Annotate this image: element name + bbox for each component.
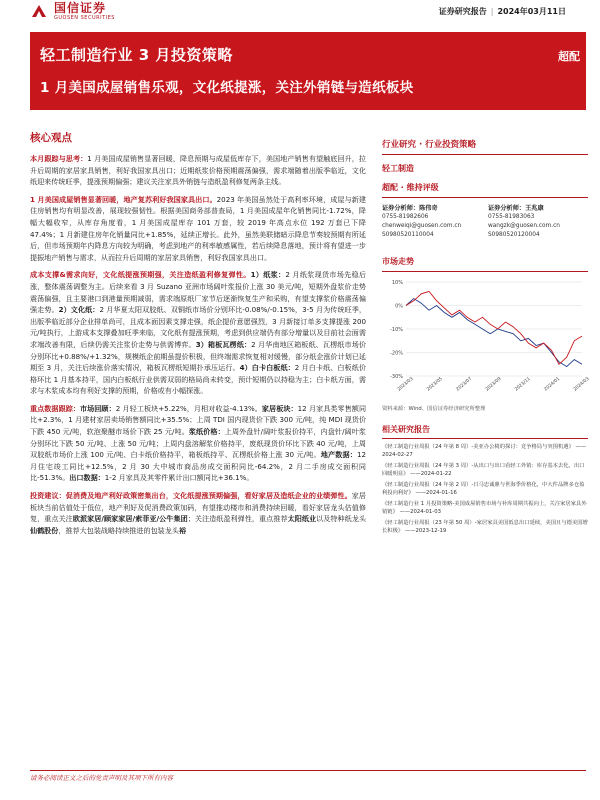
advice-company-xianhe: 仙鹤股份 xyxy=(30,525,59,535)
advice-text-3: 以及特种纸龙头 xyxy=(316,514,367,524)
paragraph-lead: 1 月美国成屋销售显著回暖，地产复苏利好我国家具出口。 xyxy=(30,194,217,204)
y-tick-label: -30% xyxy=(390,374,403,380)
home-sector-text: 12 月家具类零售额同比+2.3%，1 月建材家居卖场销售额同比+35.5%；上周 TDI 国内现货价下跌 300 元/吨，纯 MDI 现货价下跌 450 元/吨，软泡聚醚市场价下跌 25 元/吨。 xyxy=(30,403,367,437)
boxboard-label: 3）箱板瓦楞纸： xyxy=(195,339,252,349)
top-bar xyxy=(0,0,600,26)
related-report-link[interactable]: 《轻工制造行业周报（24 年第 3 周）-从出口与出口看轻工外销：库存基本去化，出口回暖明显》 ——2024-01-22 xyxy=(382,463,585,477)
paragraph-lead: 投资建议：促消费及地产利好政策密集出台，文化纸提涨预期偏强，看好家居及造纸企业的业绩弹性。 xyxy=(30,491,352,501)
analyst-card xyxy=(488,204,588,240)
pulp-price-text: 上周外盘针/阔叶浆报价持平，内盘针/阔叶浆分别环比下跌 50 元/吨、上涨 50 元/吨；上周内盘溶解浆价格持平，废纸现货价环比下跌 40 元/吨，上周双胶纸市场价上涨 100 元/吨、白卡纸价格持平，箱板纸持平、瓦楞纸价格上涨 30 元/吨。 xyxy=(30,427,366,460)
advice-text-2: ；关注造纸盈利弹性，重点推荐 xyxy=(187,514,288,524)
industry-name: 轻工制造 xyxy=(382,164,414,173)
boxboard-text: 2 月华南地区箱板纸、瓦楞纸市场价分别环比+0.88%/+1.32%，规模纸企前期虽提价积极，但终端需求恢复相对缓慢，部分纸企涨价计划已延期至 3 月，关注后续涨价落实情况，箱板瓦楞纸短期扑承压运行。 xyxy=(30,339,367,373)
paragraph-lead: 本月跟踪与思考： xyxy=(30,154,88,163)
paragraph-lead: 成本支撑&需求向好，文化纸提涨预期强，关注造纸盈利修复弹性。 xyxy=(30,270,251,280)
paragraph-us-housing xyxy=(30,194,366,264)
analyst-license: S0980520110004 xyxy=(382,232,434,238)
property-data-text: 12 月住宅竣工同比+12.5%，2 月 30 大中城市商品房成交面积同比-64.2%，2 月二手房成交面积同比-51.3%。 xyxy=(30,450,366,483)
analyst-role: 证券分析师： xyxy=(382,205,420,212)
industry-rating: 超配 · 维持评级 xyxy=(382,183,439,192)
paragraph-paper xyxy=(30,269,366,397)
analyst-email[interactable]: wangzk@guosen.com.cn xyxy=(488,223,560,229)
logo-icon xyxy=(30,3,48,21)
sidebar xyxy=(382,138,591,538)
main-content xyxy=(30,130,366,542)
paragraph-investment-advice xyxy=(30,490,366,536)
y-tick-label: -20% xyxy=(390,350,403,357)
paragraph-text: 2023 年美国虽然处于高利率环境，成屋与新建住房销售均有明显改善，展现较强韧性。根据美国商务部普查局，1 月美国成屋年化销售同比-1.72%，降幅大幅收窄，从库存角度看，1 月美国成屋库存 101 万套，较 2019 年高点水位 192 万套已下降 47.4%；1 月新建住房年化销量同比+1.85%，延续正增长。此外，虽然美联储暗示降息节奏较预期有所延后，但市场预期年内降息方向较为明确，考虑到地产的利率敏感属性，若后续降息落地，预计将有望进一步提振地产销售与需求，从而拉升后周期的家居家具销售，利好我国家具出口。 xyxy=(30,194,366,262)
analyst-phone: 0755-81983063 xyxy=(488,214,535,220)
x-tick-label: 2023/09 xyxy=(484,376,503,393)
culture-paper-label: 2）文化纸： xyxy=(58,305,100,315)
chart-source: 资料来源：Wind、国信证券经济研究所整理 xyxy=(382,406,486,412)
pulp-label: 1）纸浆： xyxy=(250,270,286,280)
pulp-price-label: 浆纸价格： xyxy=(188,427,225,437)
report-date: 2024年03月11日 xyxy=(497,7,566,16)
logo-name-cn: 国信证券 xyxy=(54,1,107,15)
related-report-link[interactable]: 《轻工制造行业周报（24 年第 2 周）-日马忠诚鼎与世海季价格化，中大件品牌多仓盈利投向利好》 ——2024-01-16 xyxy=(382,482,585,496)
analyst-name: 陈伟奇 xyxy=(419,205,438,212)
analyst-name: 王兆康 xyxy=(525,205,544,212)
whiteboard-text: 2 月白卡纸、白板纸价格环比 1 月基本持平，国内白板纸行业供需双弱的格局尚未转变，预计短期仍以持稳为主；白卡纸方面，需求与木浆成本均有利好支撑的预期，价格或有小幅探涨。 xyxy=(30,363,366,396)
divider xyxy=(382,197,588,198)
report-category: 行业研究 · 行业投资策略 xyxy=(382,140,477,150)
related-reports-title: 相关研究报告 xyxy=(382,425,430,434)
x-tick-label: 2024/03 xyxy=(572,376,591,393)
x-tick-label: 2023/05 xyxy=(426,376,444,393)
market-trend-chart xyxy=(382,276,591,398)
paragraph-lead: 重点数据跟踪： xyxy=(30,403,80,413)
x-tick-label: 2023/03 xyxy=(396,376,415,393)
pulp-text: 2 月纸浆现货市场先稳后涨，整体震荡调整为主。后续来看 3 月 Suzano 亚洲市场阔叶浆报价上涨 30 美元/吨，短期外盘浆价走势震荡偏强，且主要港口到港量预期减弱，需求端原纸厂家节后逐渐恢复生产和采购，有望支撑浆价格震荡偏强走势。 xyxy=(30,270,366,315)
home-sector-label: 家居板块： xyxy=(261,403,298,413)
whiteboard-label: 4）白卡白板纸： xyxy=(239,363,295,373)
analyst-list xyxy=(382,204,588,240)
x-tick-label: 2023/11 xyxy=(514,376,532,393)
analyst-license: S0980520120004 xyxy=(488,232,540,238)
report-subtitle: 1 月美国成屋销售乐观，文化纸提涨，关注外销链与造纸板块 xyxy=(40,80,414,96)
advice-company-yu: 裕 xyxy=(178,525,187,535)
footer-disclaimer: 请务必阅读正文之后的免责声明及其项下所有内容 xyxy=(30,774,173,782)
rating-badge: 超配 xyxy=(558,50,580,63)
report-title: 轻工制造行业 3 月投资策略 xyxy=(40,46,233,64)
advice-text: 家居板块当前估值处于低位，地产利好及促消费政策加码，有望推动楼市和消费持续回暖，看好家居龙头估值修复，重点关注 xyxy=(30,491,367,524)
market-review-label: 市场回顾： xyxy=(80,403,116,413)
property-data-label: 地产数据： xyxy=(320,450,357,460)
x-tick-label: 2023/07 xyxy=(455,376,474,393)
advice-companies-home: 欧派家居/顾家家居/索菲亚/公牛集团 xyxy=(72,514,188,524)
chart-title: 市场走势 xyxy=(382,257,414,266)
y-tick-label: -10% xyxy=(390,327,403,333)
analyst-phone: 0755-81982606 xyxy=(382,214,429,220)
export-data-text: 1-2 月家具及其零件累计出口额同比+36.1%。 xyxy=(104,473,254,483)
paragraph-key-data xyxy=(30,403,366,484)
x-tick-label: 2024/01 xyxy=(543,376,562,393)
company-logo xyxy=(30,2,115,21)
divider xyxy=(382,438,588,439)
y-tick-label: 0% xyxy=(395,303,403,310)
report-meta: 证券研究报告 | 2024年03月11日 xyxy=(438,7,566,16)
doc-type: 证券研究报告 xyxy=(438,7,487,16)
analyst-role: 证券分析师： xyxy=(488,205,526,212)
export-data-label: 出口数据： xyxy=(69,473,105,483)
series-line-1 xyxy=(406,291,582,364)
divider xyxy=(382,271,588,272)
divider xyxy=(382,154,588,155)
related-report-link[interactable]: 《轻工制造行业周报（23 年第 50 周）-家居家具美国低息出口延续，美国且与德美国增长积极》 ——2023-12-19 xyxy=(382,520,588,534)
logo-name-en: GUOSEN SECURITIES xyxy=(54,15,115,21)
related-report-link[interactable]: 《轻工制造行业 1 月投资策略-美国成屋销售市场与补库周期共振向上，关注家居家具外销链》 ——2024-01-03 xyxy=(382,501,587,515)
related-report-link[interactable]: 《轻工制造行业周报（24 年第 8 周）-美亚办公椅的探讨：竞争格局与突围机遇》 ——2024-02-27 xyxy=(382,444,587,458)
title-banner xyxy=(30,32,586,110)
analyst-card xyxy=(382,204,482,240)
paragraph-monthly-thoughts xyxy=(30,153,366,188)
series-line-0 xyxy=(406,299,582,367)
advice-company-sun-paper: 太阳纸业 xyxy=(287,514,317,524)
paragraph-text: 1 月美国成屋销售显著回暖，降息预期与成屋低库存下，美国地产销售有望触底回升，拉升后周期的家居家具销售，利好我国家具出口；近期纸浆价格预期震荡偏强，需求端随着出版季临近，文化纸迎来传统旺季，提涨预期偏强；建议关注家具外销链与造纸盈利修复两条主线。 xyxy=(30,154,367,187)
analyst-email[interactable]: chenweiqi@guosen.com.cn xyxy=(382,223,462,229)
footer-divider xyxy=(30,770,586,771)
advice-text-4: ，推荐大包装战略持续推进的包装龙头 xyxy=(58,525,179,535)
section-title: 核心观点 xyxy=(30,132,72,144)
market-review-text: 2 月轻工板块+5.22%，月相对收益-4.13%。 xyxy=(115,403,262,413)
y-tick-label: 10% xyxy=(391,280,403,286)
culture-paper-text: 2 月华夏太阳双胶纸、双铜纸市场价分别环比-0.08%/-0.15%，3-5 月为传统旺季，出版季临近部分企业排单尚可，且成本面因素支撑走强，纸企提价意愿强烈，3 月新接订单多支撑提涨 200 元/吨执行，上游成本支撑叠加旺季来临，文化纸有提涨预期，考虑到供应端仍有部分增量以及目前社会面需求端改善有限，后续仍需关注浆价走势与供需博弈。 xyxy=(30,305,367,349)
